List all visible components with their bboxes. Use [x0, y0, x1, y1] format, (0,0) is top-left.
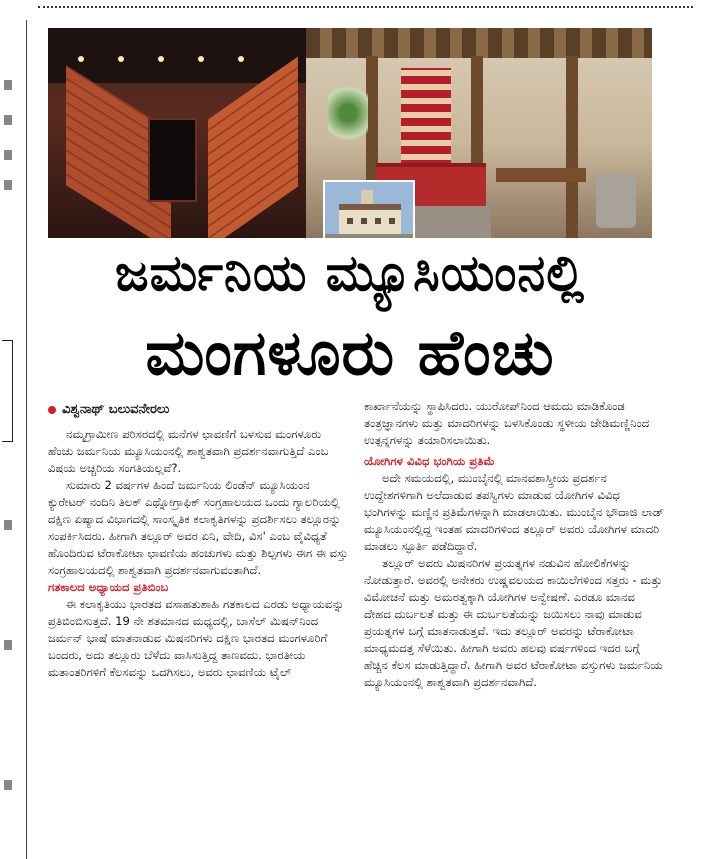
gallery-ceiling	[48, 28, 306, 83]
text-fragment	[4, 150, 12, 160]
text-fragment	[4, 780, 12, 790]
page-top-rule	[38, 6, 693, 8]
hanging-textile	[401, 68, 451, 168]
ceiling-lamp	[158, 56, 164, 62]
text-fragment	[4, 115, 12, 125]
low-table	[496, 168, 586, 182]
headline-line-2: ಮಂಗಳೂರು ಹೆಂಚು	[145, 316, 555, 389]
ceiling-lamp	[118, 56, 124, 62]
byline	[48, 400, 348, 420]
bullet-icon	[48, 406, 56, 414]
building-window	[375, 218, 381, 224]
paragraph: ತಲ್ಲೂರ್ ಅವರು ಮಿಷನರಿಗಳ ಪ್ರಯತ್ನಗಳ ನಡುವಿನ ಹೋಲಿಕೆಗಳನ್ನು ನೋಡುತ್ತಾರೆ. ಅವರಲ್ಲಿ ಅನೇಕರು ಉಷ್ಣವಲಯದ ಕಾಯಿಲೆಗಳಿಂದ ಸತ್ತರು - ಮತ್ತು ವಿಮೋಚನೆ ಮತ್ತು ಅಮರತ್ವಕ್ಕಾಗಿ ಯೋಗಿಗಳ ಅನ್ವೇಷಣೆ. ಎರಡೂ ಮಾನವ ದೇಹದ ದುರ್ಬಲತೆ ಮತ್ತು ಈ ದುರ್ಬಲತೆಯನ್ನು ಜಯಿಸಲು ನಾವು ಮಾಡುವ ಪ್ರಯತ್ನಗಳ ಬಗ್ಗೆ ಮಾತನಾಡುತ್ತವೆ. ಇದು ತಲ್ಲೂರ್ ಅವರನ್ನು ಟೆರಾಕೋಟಾ ಮಾಧ್ಯಮದತ್ತ ಸೆಳೆಯಿತು. ಹೀಗಾಗಿ ಅವರು ಹಲವು ವರ್ಷಗಳಿಂದ ಇದರ ಬಗ್ಗೆ ಹೆಚ್ಚಿನ ಕೆಲಸ ಮಾಡುತ್ತಿದ್ದಾರೆ. ಹೀಗಾಗಿ ಅವರ ಟೆರಾಕೋಟಾ ವಸ್ತುಗಳು ಜರ್ಮನಿಯ ಮ್ಯೂಸಿಯಂನಲ್ಲಿ ಶಾಶ್ವತವಾಗಿ ಪ್ರದರ್ಶನವಾಗಿದೆ.	[364, 556, 663, 689]
paragraph: ಕಾರ್ಖಾನೆಯನ್ನು ಸ್ಥಾಪಿಸಿದರು. ಯುರೋಪ್‌ನಿಂದ ಆಮದು ಮಾಡಿಕೊಂಡ ತಂತ್ರಜ್ಞಾನಗಳು ಮತ್ತು ಮಾದರಿಗಳನ್ನು ಬಳಸಿಕೊಂಡು ಸ್ಥಳೀಯ ಜೇಡಿಮಣ್ಣಿನಿಂದ ಉತ್ಪನ್ನಗಳನ್ನು ತಯಾರಿಸಲಾಯಿತು.	[364, 399, 650, 447]
author-name: ವಿಶ್ವನಾಥ್ ಬಲುವನೇರಲು	[62, 402, 170, 417]
metal-pot	[596, 173, 636, 228]
wooden-pillar	[566, 56, 578, 238]
column-bracket	[2, 340, 13, 442]
adjacent-column-edge	[0, 0, 28, 859]
terracotta-tile-stair-right	[208, 56, 298, 238]
building-window	[347, 218, 353, 224]
article-column-right	[364, 398, 664, 691]
subheading: ಗತಕಾಲದ ಅಧ್ಯಾಯದ ಪ್ರತಿಬಿಂಬ	[48, 580, 169, 594]
paragraph: ಅದೇ ಸಮಯದಲ್ಲಿ, ಮುಂಬೈನಲ್ಲಿ ಮಾನವಶಾಸ್ತ್ರೀಯ ಪ್ರದರ್ಶನ ಉದ್ದೇಶಗಳಿಗಾಗಿ ಅಲೆದಾಡುವ ತಪಸ್ವಿಗಳು ಮಾಡುವ ಯೋಗಿಗಳ ವಿವಿಧ ಭಂಗಿಗಳನ್ನು ಮಣ್ಣಿನ ಪ್ರತಿಮೆಗಳನ್ನಾಗಿ ಮಾಡಲಾಯಿತು. ಮುಂಬೈನ ಭೌದಾಜಿ ಲಾಡ್ ಮ್ಯೂಸಿಯಂನಲ್ಲಿದ್ದ ಇಂತಹ ಮಾದರಿಗಳಿಂದ ತಲ್ಲೂರ್ ಅವರು ಯೋಗಿಗಳ ಮಾದರಿ ಮಾಡಲು ಸ್ಫೂರ್ತಿ ಪಡೆದಿದ್ದಾರೆ.	[364, 471, 664, 553]
text-fragment	[4, 640, 12, 650]
headline-line-1: ಜರ್ಮನಿಯ ಮ್ಯೂಸಿಯಂನಲ್ಲಿ	[114, 244, 585, 302]
column-divider	[26, 20, 27, 859]
ceiling-lamp	[238, 56, 244, 62]
wooden-ceiling-beams	[306, 28, 652, 58]
ceiling-lamp	[78, 56, 84, 62]
wall-painting	[328, 78, 368, 148]
museum-gallery-photo	[48, 28, 306, 238]
paragraph: ನಮ್ಮಗ್ರಾಮೀಣ ಪರಿಸರದಲ್ಲಿ ಮನೆಗಳ ಛಾವಣಿಗೆ ಬಳಸುವ ಮಂಗಳೂರು ಹೆಂಚು ಜರ್ಮನಿಯ ಮ್ಯೂಸಿಯಂನಲ್ಲಿ ಶಾಶ್ವತವಾಗಿ ಪ್ರದರ್ಶನವಾಗುತ್ತಿದೆ ಎಂಬ ವಿಷಯ ಅಚ್ಚರಿಯ ಸಂಗತಿಯಲ್ಲವೆ?.	[48, 427, 329, 475]
text-fragment	[4, 520, 12, 530]
subheading: ಯೋಗಿಗಳ ವಿವಿಧ ಭಂಗಿಯ ಪ್ರತಿಮೆ	[364, 454, 495, 468]
article-column-left	[48, 400, 348, 681]
building-window	[389, 218, 395, 224]
text-fragment	[4, 180, 12, 190]
building-window	[361, 218, 367, 224]
museum-building-inset-photo	[323, 180, 415, 238]
article-photo	[48, 28, 652, 238]
paragraph: ಸುಮಾರು 2 ವರ್ಷಗಳ ಹಿಂದೆ ಜರ್ಮನಿಯ ಲಿಂಡೆನ್ ಮ್ಯೂಸಿಯಂನ ಕ್ಯುರೇಟರ್ ನಂದಿನಿ ತಿಲಕ್ ಎಥ್ನೋಗ್ರಾಫಿಕ್ ಸಂಗ್ರಹಾಲಯದ ಒಂದು ಗ್ಯಾಲರಿಯಲ್ಲಿ ದಕ್ಷಿಣ ಏಷ್ಯಾದ ವಿಭಾಗದಲ್ಲಿ ಸಾಂಸ್ಕೃತಿಕ ಕಲಾಕೃತಿಗಳನ್ನು ಪ್ರದರ್ಶಿಸಲು ತಲ್ಲೂರನ್ನು ಸಂಪರ್ಕಿಸಿದರು. ಹೀಗಾಗಿ ತಲ್ಲೂರ್ ಅವರ ಏನಿ, ವೇದಿ, ವಿಸ' ಎಂಬ ವೈವಿಧ್ಯತೆ ಹೊಂದಿರುವ ಟೆರಾಕೋಟಾ ಛಾವಣಿಯ ಹಂಚುಗಳು ಮತ್ತು ಶಿಲ್ಪಗಳು ಈಗ ಈ ವಸ್ತು ಸಂಗ್ರಹಾಲಯದಲ್ಲಿ ಶಾಶ್ವತವಾಗಿ ಪ್ರದರ್ಶನವಾಗುವಂತಾಗಿದೆ.	[48, 478, 348, 577]
paragraph: ಈ ಕಲಾಕೃತಿಯು ಭಾರತದ ವಸಾಹತುಶಾಹಿ ಗತಕಾಲದ ಎರಡು ಅಧ್ಯಾಯವನ್ನು ಪ್ರತಿಬಿಂಬಿಸುತ್ತದೆ. 19 ನೇ ಶತಮಾನದ ಮಧ್ಯದಲ್ಲಿ, ಬಾಸೆಲ್ ಮಿಷನ್‌ನಿಂದ ಜರ್ಮನ್ ಭಾಷೆ ಮಾತನಾಡುವ ಮಿಷನರಿಗಳು ದಕ್ಷಿಣ ಭಾರತದ ಮಂಗಳೂರಿಗೆ ಬಂದರು, ಅದು ತಲ್ಲೂರು ಬೆಳೆದು ವಾಸಿಸುತ್ತಿದ್ದ ತಾಣವದು. ಭಾರತೀಯ ಮತಾಂತರಿಗಳಿಗೆ ಕೆಲಸವನ್ನು ಒದಗಿಸಲು, ಅವರು ಛಾವಣಿಯ ಟೈಲ್	[48, 597, 345, 679]
text-fragment	[4, 80, 12, 90]
ceiling-lamp	[198, 56, 204, 62]
gallery-doorway	[148, 118, 197, 202]
